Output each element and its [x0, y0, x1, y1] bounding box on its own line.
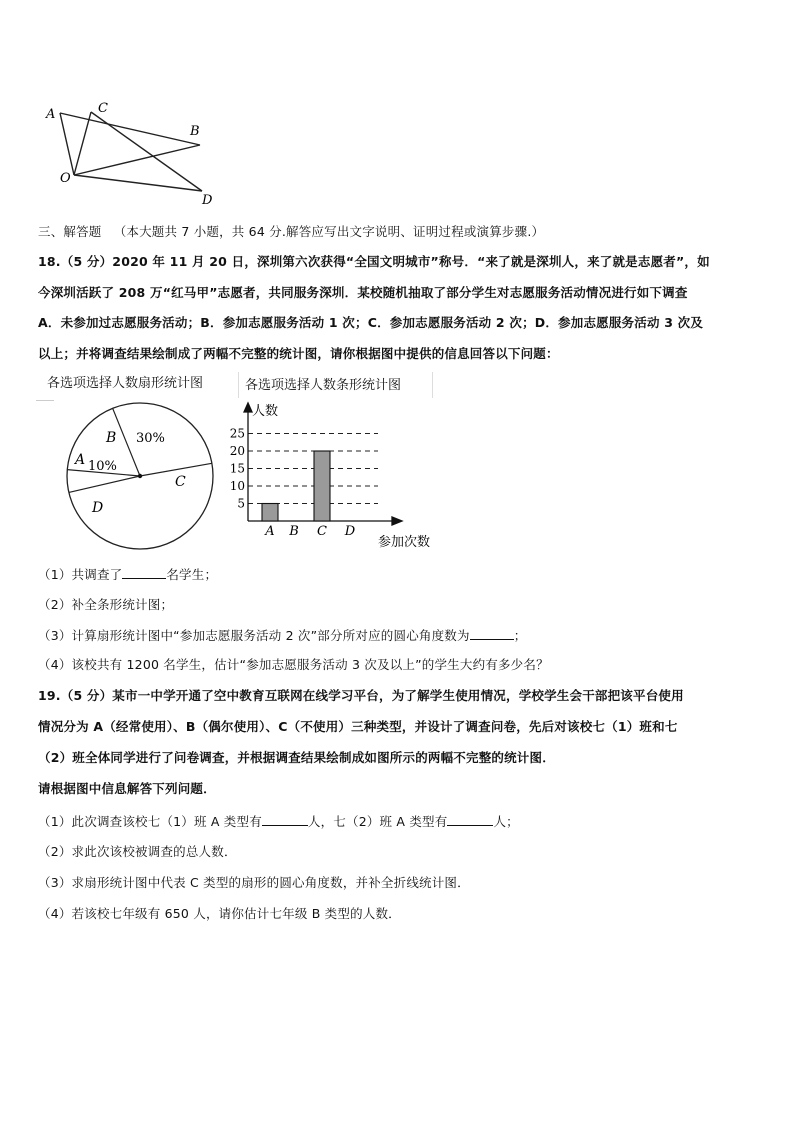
answer-blank[interactable] [262, 813, 308, 826]
q19-sub-3: （3）求扇形统计图中代表 C 类型的扇形的圆心角度数，并补全折线统计图． [38, 875, 470, 890]
q19-sub-1-text-a: （1）此次调查该校七（1）班 A 类型有 [38, 814, 262, 829]
q18-sub-1-text-b: 名学生； [166, 567, 218, 582]
q18-sub-3-text-b: ； [513, 628, 527, 643]
y-axis-label: 人数 [252, 404, 279, 419]
answer-blank[interactable] [122, 566, 166, 579]
pie-slice-pct-a: 10% [88, 459, 117, 474]
q18-sub-1 [38, 566, 217, 583]
bar-chart [228, 400, 448, 552]
pie-slice-divider [69, 476, 140, 492]
pie-slice-label-a: A [75, 452, 86, 468]
pie-slice-label-c: C [175, 474, 186, 490]
q19-sub-1-text-b: 人，七（2）班 A 类型有 [307, 814, 448, 829]
bar-chart-caption: 各选项选择人数条形统计图 [245, 378, 402, 393]
q19-sub-1-text-c: 人； [493, 814, 519, 829]
y-tick-label: 20 [229, 444, 245, 458]
q18-sub-4: （4）该校共有 1200 名学生，估计“参加志愿服务活动 3 次及以上”的学生大约有多少名？ [38, 657, 549, 672]
q18-sub-3-text-a: （3）计算扇形统计图中“参加志愿服务活动 2 次”部分所对应的圆心角度数为 [38, 628, 470, 643]
q19-sub-2: （2）求此次该校被调查的总人数． [38, 844, 237, 859]
geometry-figure [40, 98, 230, 214]
q19-sub-1 [38, 813, 519, 830]
point-label-a: A [46, 107, 56, 122]
answer-blank[interactable] [447, 813, 493, 826]
section-note: （本大题共 7 小题，共 64 分.解答应写出文字说明、证明过程或演算步骤.） [113, 224, 545, 239]
x-category-label: A [265, 524, 275, 539]
x-axis-label: 参加次数 [378, 535, 431, 550]
pie-slice-label-d: D [92, 500, 104, 516]
q18-sub-1-text-a: （1）共调查了 [38, 567, 123, 582]
y-tick-label: 10 [229, 479, 245, 493]
divider [36, 400, 54, 401]
x-category-label: D [344, 524, 356, 539]
y-tick-label: 25 [229, 426, 245, 441]
pie-chart [60, 400, 230, 560]
y-axis-arrow [244, 403, 252, 412]
pie-slice-pct-b: 30% [136, 431, 165, 446]
point-label-d: D [202, 193, 213, 208]
q18-sub-2: （2）补全条形统计图； [38, 597, 174, 612]
divider [238, 372, 239, 398]
y-tick-label: 5 [237, 496, 245, 511]
pie-slice-label-b: B [106, 430, 117, 446]
q19-line-2: 情况分为 A（经常使用）、B（偶尔使用）、C（不使用）三种类型，并设计了调查问卷，先后对该校七（1）班和七 [38, 719, 678, 734]
q18-line-2: 今深圳活跃了 208 万“红马甲”志愿者，共同服务深圳．某校随机抽取了部分学生对志愿服务活动情况进行如下调查 [38, 285, 688, 300]
y-tick-label: 15 [229, 461, 245, 476]
q19-sub-4: （4）若该校七年级有 650 人，请你估计七年级 B 类型的人数． [38, 906, 401, 921]
q18-sub-3 [38, 627, 526, 644]
bar-a [262, 504, 278, 522]
x-axis-arrow [392, 517, 402, 525]
point-label-o: O [60, 171, 71, 186]
answer-blank[interactable] [470, 627, 514, 640]
point-label-c: C [98, 101, 108, 116]
point-label-b: B [190, 124, 200, 139]
section-header [38, 224, 544, 240]
q18-line-3: A．未参加过志愿服务活动；B．参加志愿服务活动 1 次；C．参加志愿服务活动 2 次；D．参加志愿服务活动 3 次及 [38, 315, 704, 330]
q19-line-1: 19.（5 分）某市一中学开通了空中教育互联网在线学习平台，为了解学生使用情况，学校学生会干部把该平台使用 [38, 688, 684, 703]
x-category-label: C [317, 524, 327, 539]
x-category-label: B [289, 524, 299, 539]
divider [432, 372, 433, 398]
q19-line-4: 请根据图中信息解答下列问题． [38, 781, 216, 796]
pie-center [138, 474, 142, 478]
section-title: 三、解答题 [38, 224, 102, 239]
q18-line-4: 以上；并将调查结果绘制成了两幅不完整的统计图，请你根据图中提供的信息回答以下问题： [38, 346, 559, 361]
bar-c [314, 451, 330, 521]
q19-line-3: （2）班全体同学进行了问卷调查，并根据调查结果绘制成如图所示的两幅不完整的统计图． [38, 750, 555, 765]
q18-line-1: 18.（5 分）2020 年 11 月 20 日，深圳第六次获得“全国文明城市”称号．“来了就是深圳人，来了就是志愿者”，如 [38, 254, 710, 269]
pie-chart-caption: 各选项选择人数扇形统计图 [47, 376, 204, 391]
